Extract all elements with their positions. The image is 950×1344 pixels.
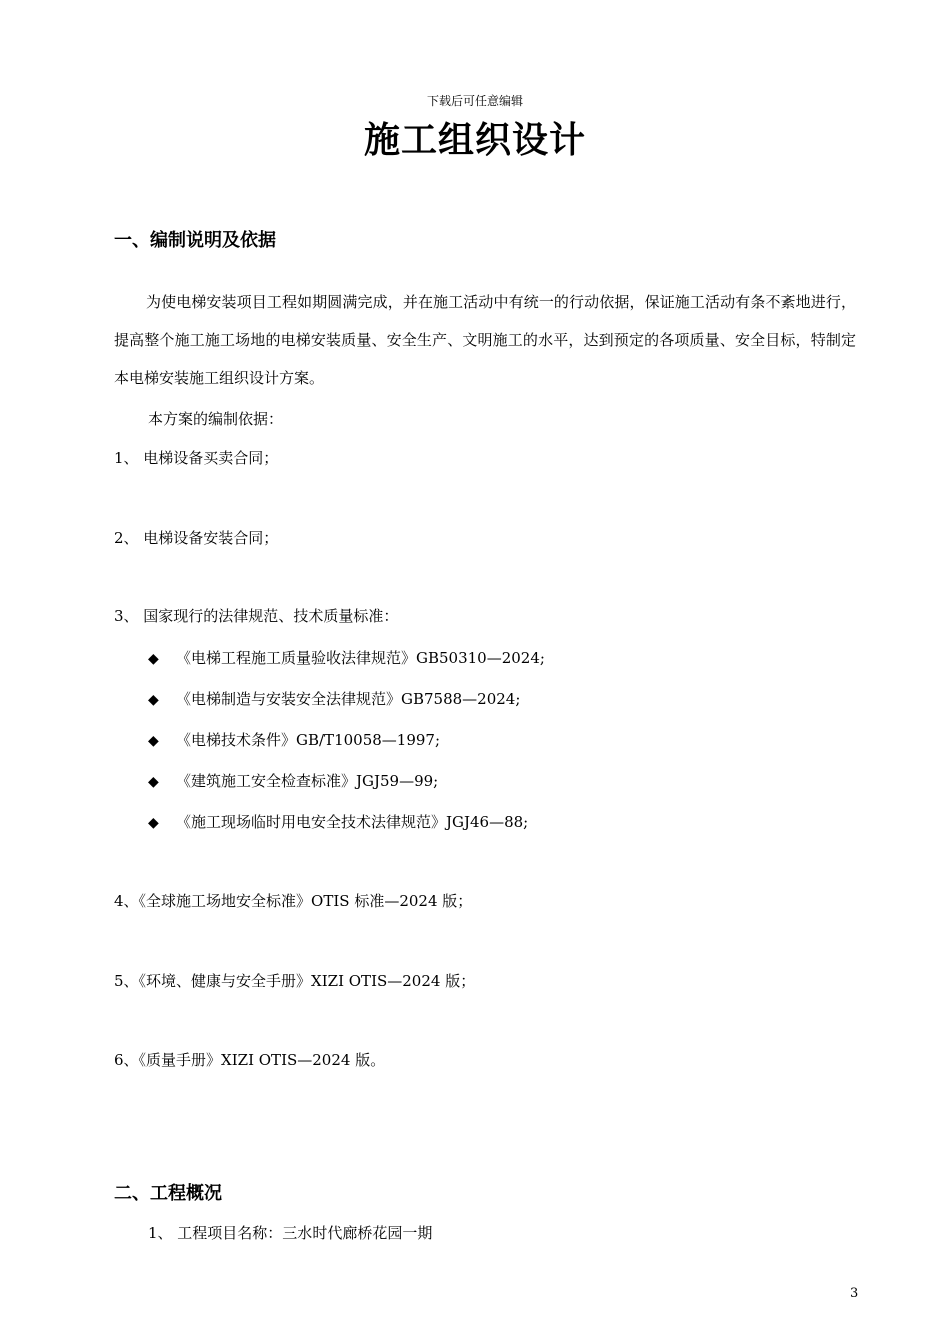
bullet-text: 《电梯工程施工质量验收法律规范》GB50310—2024; — [176, 649, 545, 667]
basis-label: 本方案的编制依据： — [148, 410, 284, 428]
document-title: 施工组织设计 — [363, 120, 586, 161]
bullet-item — [148, 729, 440, 750]
list-item: 1、 工程项目名称：三水时代廊桥花园一期 — [148, 1224, 433, 1242]
diamond-bullet-icon: ◆ — [148, 774, 159, 790]
list-item: 2、 电梯设备安装合同； — [114, 529, 279, 547]
section-heading-1: 一、编制说明及依据 — [114, 230, 276, 251]
intro-paragraph: 为使电梯安装项目工程如期圆满完成，并在施工活动中有统一的行动依据，保证施工活动有条不紊地进行，提高整个施工施工场地的电梯安装质量、安全生产、文明施工的水平，达到预定的各项质量、安全目标，特制定本电梯安装施工组织设计方案。 — [114, 293, 856, 387]
list-item: 6、《质量手册》XIZI OTIS—2024 版。 — [114, 1051, 386, 1069]
bullet-text: 《施工现场临时用电安全技术法律规范》JGJ46—88; — [176, 813, 529, 831]
page-number: 3 — [850, 1286, 859, 1301]
list-item: 1、 电梯设备买卖合同； — [114, 449, 279, 467]
bullet-text: 《电梯制造与安装安全法律规范》GB7588—2024; — [176, 690, 521, 708]
diamond-bullet-icon: ◆ — [148, 692, 159, 708]
bullet-text: 《电梯技术条件》GB/T10058—1997; — [176, 731, 441, 749]
header-note: 下载后可任意编辑 — [426, 94, 523, 108]
diamond-bullet-icon: ◆ — [148, 651, 159, 667]
diamond-bullet-icon: ◆ — [148, 815, 159, 831]
bullet-text: 《建筑施工安全检查标准》JGJ59—99; — [176, 772, 439, 790]
section-heading-2: 二、工程概况 — [114, 1183, 222, 1204]
bullet-item — [148, 811, 528, 832]
diamond-bullet-icon: ◆ — [148, 733, 159, 749]
bullet-item — [148, 688, 520, 709]
list-item: 3、 国家现行的法律规范、技术质量标准： — [114, 607, 399, 625]
list-item: 4、《全球施工场地安全标准》OTIS 标准—2024 版； — [114, 892, 473, 910]
bullet-item — [148, 647, 545, 668]
bullet-item — [148, 770, 438, 791]
list-item: 5、《环境、健康与安全手册》XIZI OTIS—2024 版； — [114, 972, 476, 990]
